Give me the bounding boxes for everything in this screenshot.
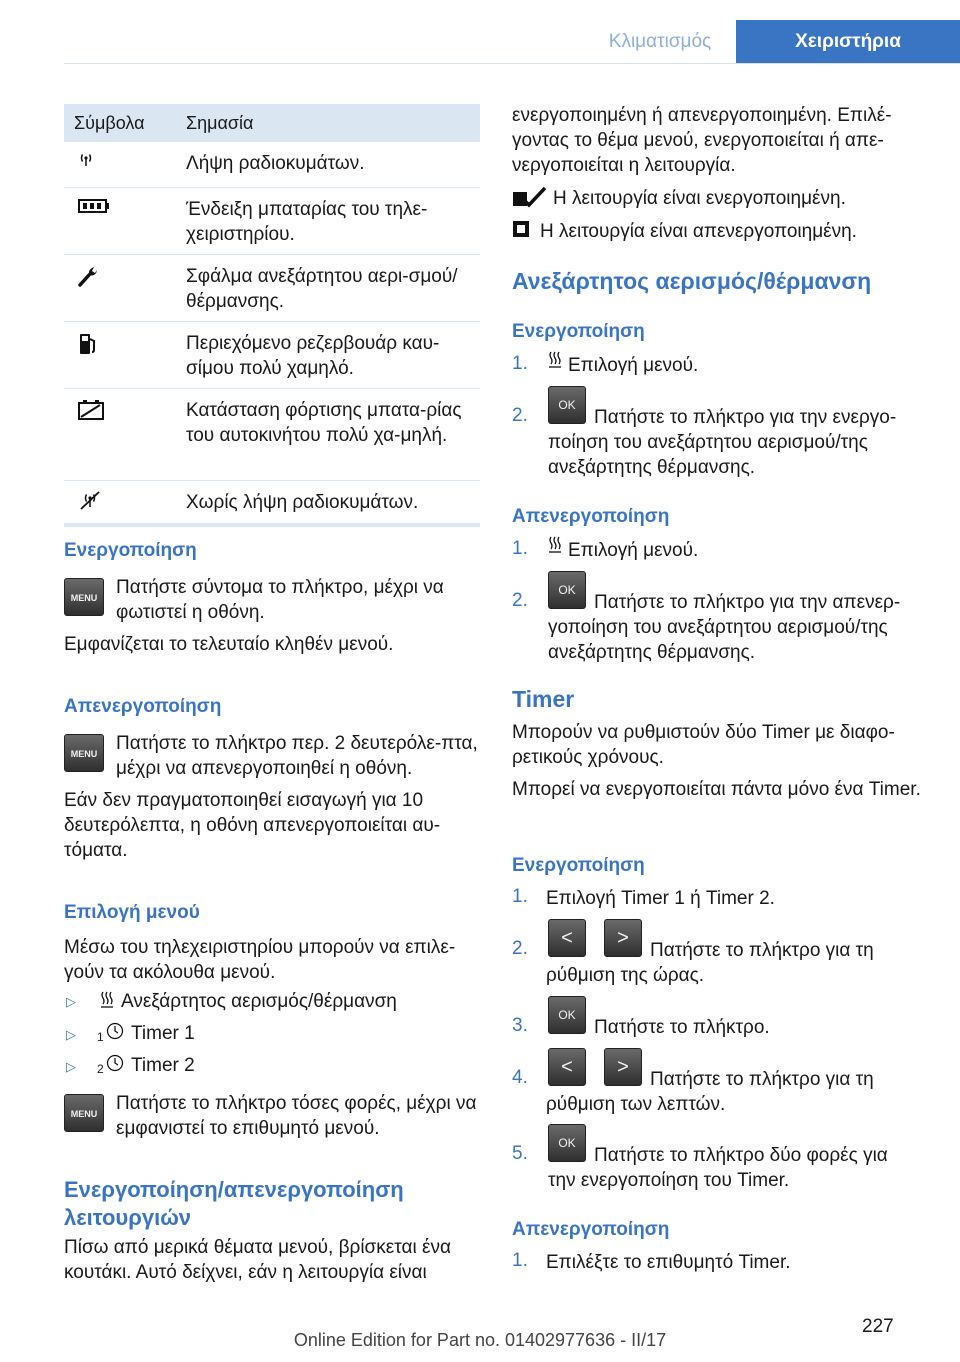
table-row xyxy=(64,389,480,481)
deactivation-text: Πατήστε το πλήκτρο περ. 2 δευτερόλε-πτα, μέχρι να απενεργοποιηθεί η οθόνη. xyxy=(116,733,478,779)
deactivation-note: Εάν δεν πραγματοποιηθεί εισαγωγή για 10 δευτερόλεπτα, η οθόνη απενεργοποιείται αυ-τόματα. xyxy=(64,790,441,861)
step-number: 1. xyxy=(512,353,528,374)
clock-icon xyxy=(106,1054,124,1072)
activation-note: Εμφανίζεται το τελευταίο κληθέν μενού. xyxy=(64,634,394,655)
table-bottom-rule xyxy=(64,523,480,527)
step-text: Επιλογή Timer 1 ή Timer 2. xyxy=(546,888,775,909)
table-row xyxy=(64,481,480,523)
ok-button-icon: OK xyxy=(548,386,586,424)
radio-reception-icon xyxy=(78,152,94,170)
checkbox-checked-icon xyxy=(512,186,546,208)
ok-button-icon: OK xyxy=(548,996,586,1034)
bullet-icon: ▷ xyxy=(66,1027,76,1042)
header-divider xyxy=(64,63,960,64)
timer-activation-heading: Ενεργοποίηση xyxy=(512,855,645,876)
no-radio-reception-icon xyxy=(78,491,102,511)
activation-text: Πατήστε σύντομα το πλήκτρο, μέχρι να φωτιστεί η οθόνη. xyxy=(116,577,444,623)
timer-number: 1 xyxy=(97,1030,104,1044)
clock-icon xyxy=(106,1022,124,1040)
step-text: Πατήστε το πλήκτρο δύο φορές για την ενεργοποίηση του Timer. xyxy=(548,1145,888,1191)
fuel-pump-icon xyxy=(78,332,98,356)
bullet-icon: ▷ xyxy=(66,1059,76,1074)
step-text: Επιλογή μενού. xyxy=(568,540,699,561)
row-text: Λήψη ραδιοκυμάτων. xyxy=(186,153,365,174)
timer-heading: Timer xyxy=(512,686,575,712)
aux-heating-icon xyxy=(548,535,562,553)
row-text: Σφάλμα ανεξάρτητου αερι-σμού/θέρμανσης. xyxy=(186,266,458,312)
step-number: 2. xyxy=(512,938,528,959)
deactivation-heading: Απενεργοποίηση xyxy=(64,696,222,717)
step-text: Πατήστε το πλήκτρο. xyxy=(594,1017,770,1038)
step-number: 2. xyxy=(512,405,528,426)
step-text: Πατήστε το πλήκτρο για την ενεργο-ποίηση του ανεξάρτητου αερισμού/της ανεξάρτητης θέρμανσης. xyxy=(548,407,897,478)
row-text: Κατάσταση φόρτισης μπατα-ρίας του αυτοκινήτου πολύ χα-μηλή. xyxy=(186,400,462,446)
row-text: Ένδειξη μπαταρίας του τηλε-χειριστηρίου. xyxy=(186,199,428,245)
functions-text: Πίσω από μερικά θέματα μενού, βρίσκεται ένα κουτάκι. Αυτό δείχνει, εάν η λειτουργία είναι xyxy=(64,1237,451,1283)
step-text: Πατήστε το πλήκτρο για τη ρύθμιση της ώρας. xyxy=(546,940,874,986)
bullet-icon: ▷ xyxy=(66,994,76,1009)
table-row xyxy=(64,255,480,322)
checkbox-off-text: Η λειτουργία είναι απενεργοποιημένη. xyxy=(540,221,857,242)
timer-text-2: Μπορεί να ενεργοποιείται πάντα μόνο ένα Timer. xyxy=(512,779,921,800)
aux-heating-icon xyxy=(548,350,562,368)
step-number: 5. xyxy=(512,1143,528,1164)
wrench-icon xyxy=(78,265,98,287)
battery-icon xyxy=(78,198,110,214)
step-number: 4. xyxy=(512,1067,528,1088)
page-number: 227 xyxy=(862,1316,894,1337)
arrow-left-button-icon: < xyxy=(548,1048,586,1086)
ok-button-icon: OK xyxy=(548,1124,586,1162)
step-number: 2. xyxy=(512,590,528,611)
step-text: Επιλέξτε το επιθυμητό Timer. xyxy=(546,1252,791,1273)
checkbox-empty-icon xyxy=(512,220,530,238)
step-number: 3. xyxy=(512,1015,528,1036)
aux-deactivation-heading: Απενεργοποίηση xyxy=(512,506,670,527)
menu-select-heading: Επιλογή μενού xyxy=(64,902,200,923)
ok-button-icon: OK xyxy=(548,571,586,609)
table-row xyxy=(64,322,480,389)
row-text: Χωρίς λήψη ραδιοκυμάτων. xyxy=(186,492,419,513)
aux-heading: Ανεξάρτητος αερισμός/θέρμανση xyxy=(512,268,872,294)
arrow-right-button-icon: > xyxy=(604,1048,642,1086)
aux-activation-heading: Ενεργοποίηση xyxy=(512,321,645,342)
step-number: 1. xyxy=(512,1250,528,1271)
step-text: Πατήστε το πλήκτρο για τη ρύθμιση των λεπτών. xyxy=(546,1069,874,1115)
continuation-text: ενεργοποιημένη ή απενεργοποιημένη. Επιλέ-γοντας το θέμα μενού, ενεργοποιείται ή απε-νεργοποιείται η λειτουργία. xyxy=(512,105,892,176)
col-meaning-header: Σημασία xyxy=(186,112,254,133)
vehicle-battery-icon xyxy=(78,399,106,421)
activation-heading: Ενεργοποίηση xyxy=(64,540,197,561)
row-text: Περιεχόμενο ρεζερβουάρ καυ-σίμου πολύ χαμηλό. xyxy=(186,333,440,379)
table-row xyxy=(64,188,480,255)
checkbox-on-text: Η λειτουργία είναι ενεργοποιημένη. xyxy=(553,188,846,209)
timer-deactivation-heading: Απενεργοποίηση xyxy=(512,1219,670,1240)
menu-button-icon: MENU xyxy=(64,578,104,616)
tab-climate[interactable]: Κλιματισμός xyxy=(608,31,712,52)
arrow-right-button-icon: > xyxy=(604,919,642,957)
table-row xyxy=(64,142,480,188)
step-text: Επιλογή μενού. xyxy=(568,355,699,376)
edition-footer: Online Edition for Part no. 01402977636 - II/17 xyxy=(293,1330,667,1350)
menu-item: Timer 1 xyxy=(131,1023,195,1044)
step-number: 1. xyxy=(512,886,528,907)
timer-number: 2 xyxy=(97,1062,104,1076)
menu-repeat-text: Πατήστε το πλήκτρο τόσες φορές, μέχρι να εμφανιστεί το επιθυμητό μενού. xyxy=(116,1093,477,1139)
menu-select-text: Μέσω του τηλεχειριστηρίου μπορούν να επιλε-γούν τα ακόλουθα μενού. xyxy=(64,937,456,983)
table-header xyxy=(64,104,480,142)
symbol-table xyxy=(64,104,480,527)
tab-controls[interactable]: Χειριστήρια xyxy=(736,20,960,64)
arrow-left-button-icon: < xyxy=(548,919,586,957)
functions-heading: Ενεργοποίηση/απενεργοποίηση λειτουργιών xyxy=(64,1177,404,1230)
aux-heating-icon xyxy=(100,990,114,1008)
col-symbol-header: Σύμβολα xyxy=(74,112,145,133)
menu-button-icon: MENU xyxy=(64,1094,104,1132)
menu-button-icon: MENU xyxy=(64,734,104,772)
menu-item: Timer 2 xyxy=(131,1055,195,1076)
timer-text-1: Μπορούν να ρυθμιστούν δύο Timer με διαφο-ρετικούς χρόνους. xyxy=(512,722,895,768)
step-number: 1. xyxy=(512,538,528,559)
step-text: Πατήστε το πλήκτρο για την απενερ-γοποίηση του ανεξάρτητου αερισμού/της ανεξάρτητης θέρμανσης. xyxy=(548,592,901,663)
menu-item: Ανεξάρτητος αερισμός/θέρμανση xyxy=(121,991,397,1012)
